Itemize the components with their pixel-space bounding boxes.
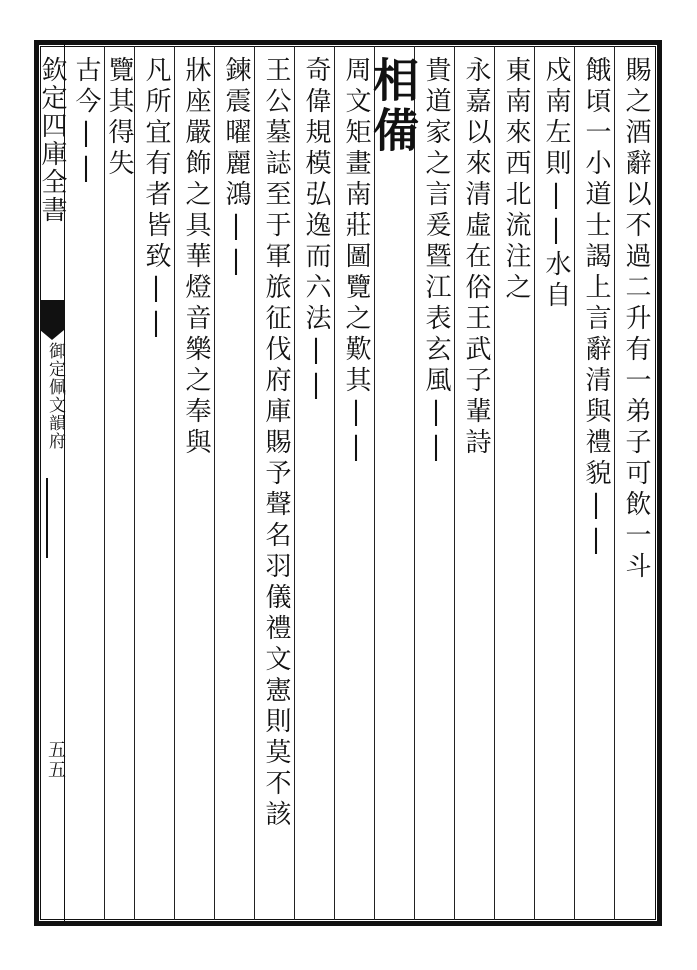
text-column-5: 永嘉以來清虛在俗王武子輩詩: [461, 56, 491, 459]
text-column-13: 凡所宜有者皆致||: [141, 56, 171, 343]
text-column-14: 覽其得失: [104, 56, 134, 180]
text-column-11: 鍊震曜麗鴻||: [221, 56, 251, 281]
headword-column: [366, 56, 420, 156]
margin-ticks: [46, 478, 62, 558]
text-column-6: 貴道家之言爰暨江表玄風||: [421, 56, 451, 467]
text-column-10: 王公墓誌至于軍旅征伐府庫賜予聲名羽儀禮文憲則莫不該: [261, 56, 291, 831]
fish-tail-mark: [40, 300, 64, 330]
column-rule: [414, 46, 415, 920]
text-column-8: 周文矩畫南莊圖覽之歎其||: [341, 56, 371, 467]
text-column-2: 餓頃一小道士謁上言辭清與禮貌||: [581, 56, 611, 560]
text-column-9: 奇偉規模弘逸而六法||: [301, 56, 331, 405]
headword: 相備: [366, 56, 420, 156]
margin-subtitle: 御定佩文韻府: [45, 342, 65, 450]
column-rule: [134, 46, 135, 920]
page-number: 五五: [45, 740, 66, 780]
text-column-4: 東南來西北流注之: [501, 56, 531, 304]
text-column-12: 牀座嚴飾之具華燈音樂之奉與: [181, 56, 211, 459]
text-column-3: 戍南左則||水自: [541, 56, 571, 312]
text-column-15: 古今||: [71, 56, 101, 188]
margin-title: 欽定四庫全書: [37, 56, 67, 224]
text-column-1: 賜之酒辭以不過二升有一弟子可飲一斗: [621, 56, 651, 583]
